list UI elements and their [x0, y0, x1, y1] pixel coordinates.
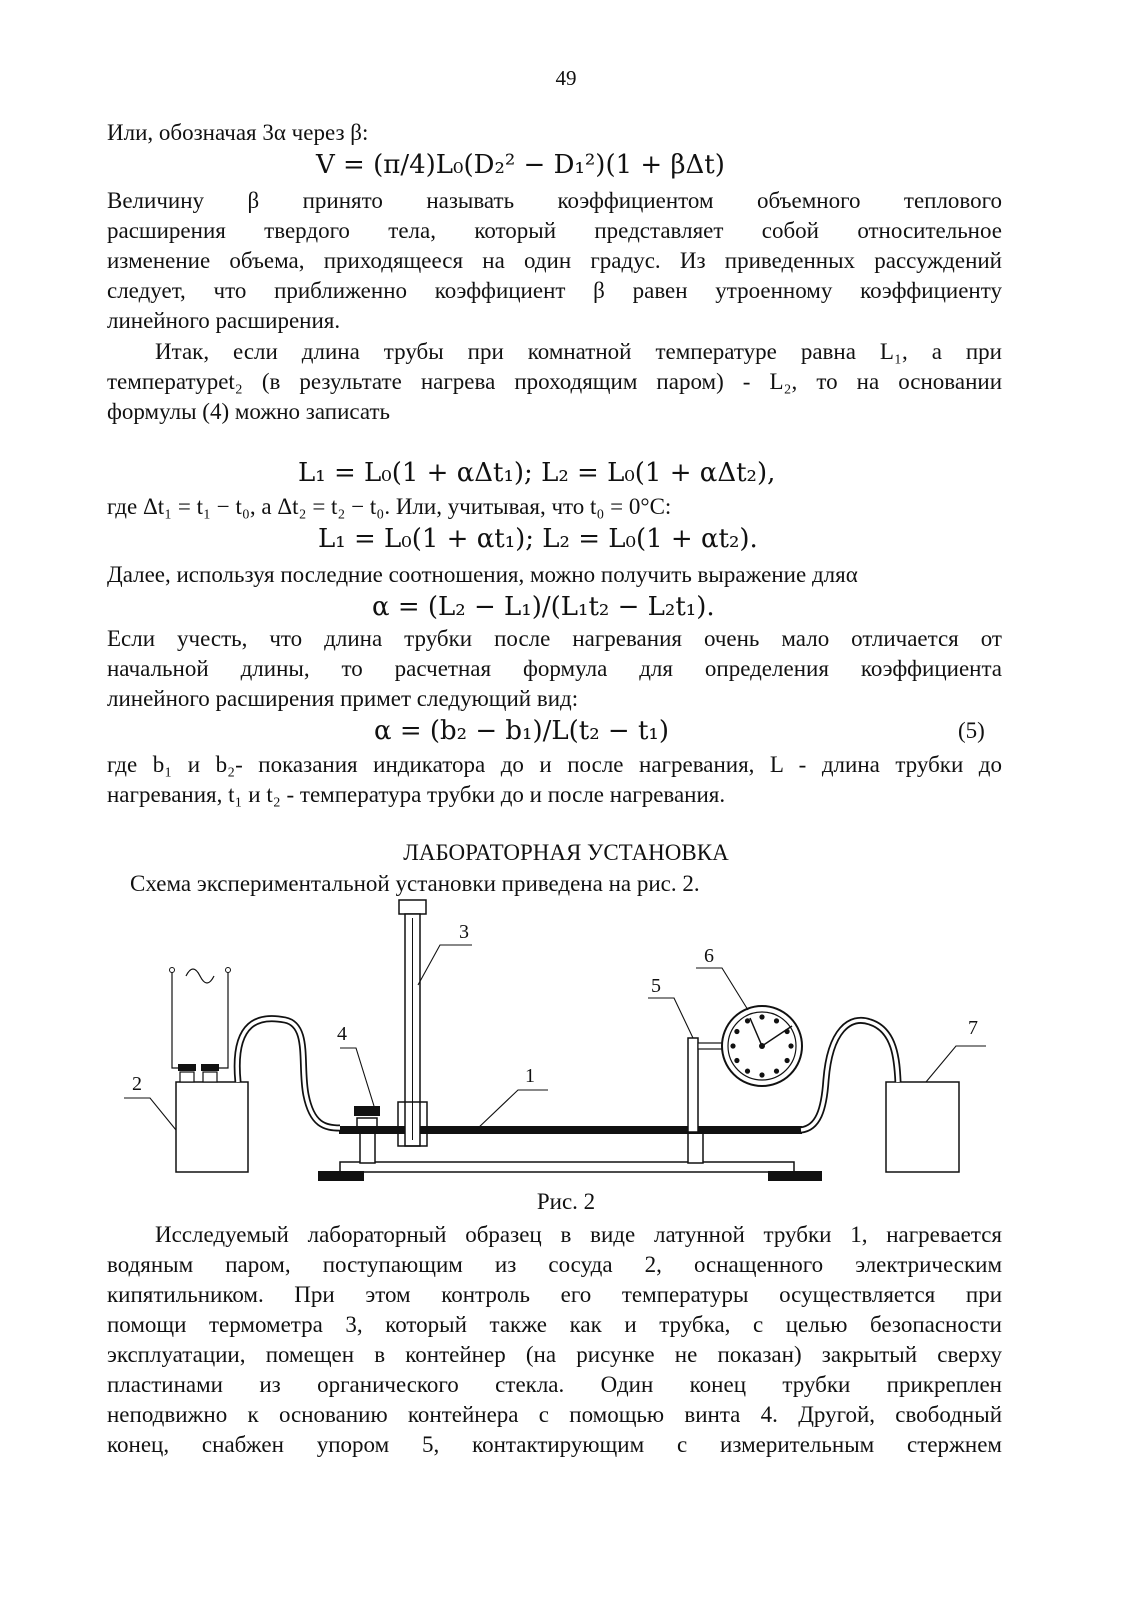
power-wire-right [210, 972, 228, 1068]
leader-2 [124, 1098, 176, 1130]
setup-diagram [100, 895, 1010, 1185]
leader-5 [648, 998, 693, 1038]
paragraph-beta [107, 186, 1002, 336]
hose-right-inner [801, 1020, 898, 1130]
leader-1 [476, 1090, 548, 1130]
text-line: водяным паром, поступающим из сосуда 2, оснащенного электрическим [107, 1252, 1002, 1277]
label-2: 2 [132, 1073, 142, 1095]
dial-tick-dot [734, 1029, 739, 1034]
equation-number: (5) [958, 718, 985, 743]
text-line: линейного расширения. [107, 308, 341, 333]
steam-vessel [176, 1082, 248, 1172]
equation-lengths-t0: L₁ = L₀(1 + αt₁); L₂ = L₀(1 + αt₂). [318, 524, 758, 554]
base-foot-left [318, 1171, 364, 1181]
text-line: кипятильником. При этом контроль его температуры осуществляется при [107, 1282, 1002, 1307]
leader-4 [340, 1048, 374, 1106]
text-line: линейного расширения примет следующий вид: [107, 686, 579, 711]
equation-lengths: L₁ = L₀(1 + αΔt₁); L₂ = L₀(1 + αΔt₂), [298, 458, 776, 488]
screw-head [354, 1106, 380, 1116]
text-line: конец, снабжен упором 5, контактирующим с измерительным стержнем [107, 1432, 1002, 1457]
dial-tick-dot [745, 1069, 750, 1074]
paragraph-further: Далее, используя последние соотношения, можно получить выражение дляα [107, 562, 858, 587]
hose-right-outer [801, 1020, 898, 1130]
section-intro: Схема экспериментальной установки приведена на рис. 2. [130, 871, 700, 896]
leader-6 [696, 968, 748, 1010]
label-4: 4 [337, 1023, 347, 1045]
equation-alpha: α = (L₂ − L₁)/(L₁t₂ − L₂t₁). [372, 592, 715, 622]
support-left [360, 1130, 375, 1163]
text-line: эксплуатации, помещен в контейнер (на рисунке не показан) закрытый сверху [107, 1342, 1002, 1367]
text-line: Исследуемый лабораторный образец в виде латунной трубки 1, нагревается [155, 1222, 1002, 1247]
text-line: Если учесть, что длина трубки после нагревания очень мало отличается от [107, 626, 1002, 651]
stop-post [688, 1038, 698, 1132]
dial-tick-dot [730, 1043, 735, 1048]
power-wire-left [172, 972, 186, 1068]
power-contact-right [226, 968, 231, 973]
paragraph-intro: Или, обозначая 3α через β: [107, 120, 369, 145]
dial-tick-dot [759, 1072, 764, 1077]
label-1: 1 [525, 1065, 535, 1087]
base-plate [340, 1162, 794, 1172]
dial-indicator [722, 1006, 802, 1086]
text-line: расширения твердого тела, который представляет собой относительное [107, 218, 1002, 243]
label-3: 3 [459, 921, 469, 943]
text-line: неподвижно к основанию контейнера с помощью винта 4. Другой, свободный [107, 1402, 1002, 1427]
support-right [688, 1132, 703, 1163]
dial-tick-dot [745, 1018, 750, 1023]
text-line: пластинами из органического стекла. Один конец трубки прикреплен [107, 1372, 1002, 1397]
dial-tick-dot [759, 1014, 764, 1019]
dial-tick-dot [785, 1058, 790, 1063]
label-6: 6 [704, 945, 714, 967]
condensate-vessel [886, 1082, 959, 1172]
paragraph-length [107, 337, 1002, 427]
text-line: где b₁ и b₂- показания индикатора до и после нагревания, L - длина трубки до [107, 752, 1002, 777]
section-title: ЛАБОРАТОРНАЯ УСТАНОВКА [403, 840, 729, 865]
dial-tick-dot [788, 1043, 793, 1048]
label-7: 7 [968, 1017, 978, 1039]
paragraph-where: где Δt₁ = t₁ − t₀, а Δt₂ = t₂ − t₀. Или, учитывая, что t₀ = 0°C: [107, 494, 672, 519]
text-line: нагревания, t₁ и t₂ - температура трубки до и после нагревания. [107, 782, 726, 807]
paragraph-notation [107, 750, 1002, 810]
leader-7 [926, 1046, 986, 1082]
power-contact-left [170, 968, 175, 973]
dial-tick-dot [734, 1058, 739, 1063]
leader-3 [418, 945, 472, 985]
hose-left-inner [237, 1019, 340, 1128]
text-line: изменение объема, приходящееся на один градус. Из приведенных рассуждений [107, 248, 1002, 273]
text-line: температуреt₂ (в результате нагрева проходящим паром) - L₂, то на основании [107, 369, 1002, 394]
terminal-left [180, 1072, 194, 1082]
text-line: начальной длины, то расчетная формула для определения коэффициента [107, 656, 1002, 681]
page-number: 49 [555, 66, 577, 90]
paragraph-approx [107, 624, 1002, 714]
text-line: помощи термометра 3, который также как и трубка, с целью безопасности [107, 1312, 1002, 1337]
equation-volume: V = (π/4)L₀(D₂² − D₁²)(1 + βΔt) [316, 150, 725, 180]
text-line: формулы (4) можно записать [107, 399, 391, 424]
text-line: Величину β принято называть коэффициентом объемного теплового [107, 188, 1002, 213]
thermometer-cap [399, 900, 426, 914]
base-foot-right [768, 1171, 822, 1181]
figure-caption: Рис. 2 [536, 1189, 596, 1214]
terminal-right [203, 1072, 217, 1082]
text-line: Итак, если длина трубы при комнатной температуре равна L₁, а при [155, 339, 1002, 364]
ac-symbol [186, 969, 214, 983]
hose-left-outer [237, 1019, 340, 1128]
equation-alpha-b: α = (b₂ − b₁)/L(t₂ − t₁) [374, 716, 669, 746]
paragraph-description [107, 1220, 1002, 1460]
label-5: 5 [651, 975, 661, 997]
dial-tick-dot [774, 1018, 779, 1023]
dial-tick-dot [774, 1069, 779, 1074]
text-line: следует, что приближенно коэффициент β равен утроенному коэффициенту [107, 278, 1002, 303]
